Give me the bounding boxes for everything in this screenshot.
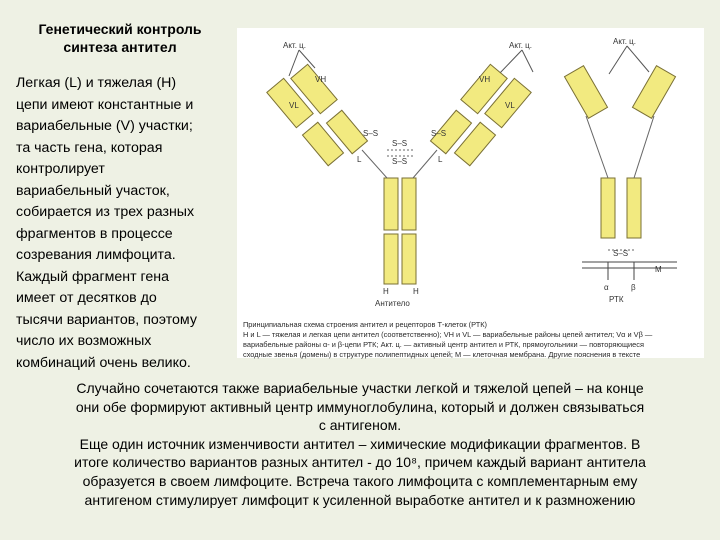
antibody-label: Антитело [375, 299, 410, 308]
left-line: Легкая (L) и тяжелая (H) [16, 75, 177, 91]
tcr-label: РТК [609, 295, 624, 304]
l-chain-label: L [357, 155, 362, 164]
bottom-line: итоге количество вариантов разных антител - до 10⁸, причем каждый вариант антитела [74, 454, 646, 471]
left-line: имеет от десятков до [16, 290, 157, 306]
active-center-label-right: Акт. ц. [613, 37, 636, 46]
h-chain-label: H [383, 287, 389, 296]
left-line: фрагментов в процессе [16, 225, 173, 242]
left-line: число их возможных [16, 333, 152, 349]
ch3-domain-left [384, 234, 398, 284]
v-beta-domain [632, 66, 675, 119]
left-line: цепи имеют константные и [16, 96, 194, 113]
left-line: контролирует [16, 161, 105, 177]
bottom-line: они обе формируют активный центр иммуноглобулина, который и должен связываться [75, 398, 645, 415]
ss-label: S–S [392, 157, 408, 166]
bottom-paragraph [8, 379, 712, 509]
ch3-domain-right [402, 234, 416, 284]
antibody-diagram [237, 28, 704, 358]
title-line-2: синтеза антител [63, 39, 177, 55]
bottom-line: антигеном стимулирует лимфоцит к усиленной выработке антител и к размножению [84, 491, 636, 508]
left-line: тысячи вариантов, поэтому [16, 311, 197, 328]
left-line: собирается из трех разных [16, 204, 195, 220]
left-line: созревания лимфоцита. [16, 247, 176, 263]
vh-label: VH [479, 75, 491, 84]
caption-line: вариабельные районы α- и β-цепи РТК; Акт. ц. — активный центр антител и РТК, прямоугольники — повторяющиеся [243, 340, 644, 349]
ss-label: S–S [363, 129, 379, 138]
bottom-line: с антигеном. [318, 417, 402, 434]
caption-line: сходные звенья (домены) в структуре полипептидных цепей; M — клеточная мембрана. Другие пояснения в тексте [243, 350, 641, 359]
active-center-label-mid: Акт. ц. [509, 41, 532, 50]
ss-label: S–S [613, 249, 629, 258]
active-center-arrows [289, 46, 649, 76]
ss-label: S–S [431, 129, 447, 138]
cell-membrane [582, 262, 677, 280]
caption-line: H и L — тяжелая и легкая цепи антител (соответственно); VH и VL — вариабельные районы цепей антител; Vα и Vβ — [243, 330, 653, 339]
bottom-line: образуется в своем лимфоците. Встреча такого лимфоцита с комплементарным ему [82, 472, 638, 489]
membrane-label: M [655, 265, 662, 274]
alpha-label: α [604, 283, 609, 292]
slide-title [0, 20, 240, 56]
title-line-1: Генетический контроль [38, 21, 202, 37]
left-line: Каждый фрагмент гена [16, 268, 170, 285]
ss-label: S–S [392, 139, 408, 148]
ch2-domain-left [384, 178, 398, 230]
ch2-domain-right [402, 178, 416, 230]
c-alpha-domain [601, 178, 615, 238]
left-paragraph [16, 73, 246, 374]
active-center-label-left: Акт. ц. [283, 41, 306, 50]
l-chain-label: L [438, 155, 443, 164]
c-beta-domain [627, 178, 641, 238]
left-line: та часть гена, которая [16, 139, 163, 156]
left-line: вариабельный участок, [16, 182, 170, 199]
left-line: комбинаций очень велико. [16, 354, 191, 371]
h-chain-label: H [413, 287, 419, 296]
antibody-diagram-svg [237, 28, 704, 318]
bottom-line: Случайно сочетаются также вариабельные участки легкой и тяжелой цепей – на конце [76, 380, 644, 396]
figure-caption [243, 320, 701, 360]
vh-label: VH [315, 75, 327, 84]
bottom-line: Еще один источник изменчивости антител – химические модификации фрагментов. В [79, 435, 641, 452]
caption-line: Принципиальная схема строения антител и рецепторов Т-клеток (РТК) [243, 320, 488, 329]
beta-label: β [631, 283, 636, 292]
left-line: вариабельные (V) участки; [16, 118, 193, 134]
vl-label: VL [289, 101, 299, 110]
v-alpha-domain [564, 66, 607, 119]
vl-label: VL [505, 101, 515, 110]
